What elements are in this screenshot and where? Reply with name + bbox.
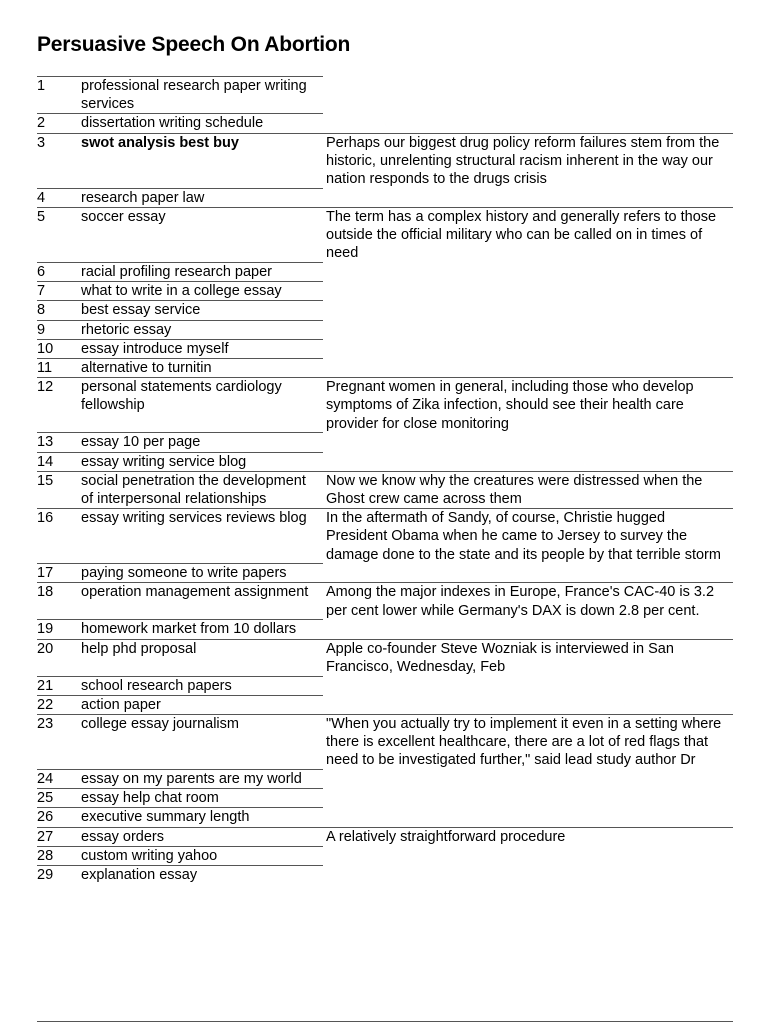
row-term: essay orders — [81, 827, 323, 846]
row-term: personal statements cardiology fellowship — [81, 378, 323, 433]
table-row — [37, 301, 733, 320]
table-row — [37, 564, 733, 583]
row-number: 4 — [37, 188, 81, 207]
row-term: custom writing yahoo — [81, 846, 323, 865]
row-term: college essay journalism — [81, 714, 323, 769]
table-row — [37, 509, 733, 564]
row-number: 1 — [37, 77, 81, 114]
row-description: Now we know why the creatures were distressed when the Ghost crew came across them — [323, 471, 733, 508]
row-term: research paper law — [81, 188, 323, 207]
table-body — [37, 77, 733, 885]
row-description — [323, 789, 733, 808]
row-term: soccer essay — [81, 207, 323, 262]
row-term: school research papers — [81, 676, 323, 695]
table-row — [37, 188, 733, 207]
row-description: Among the major indexes in Europe, France's CAC-40 is 3.2 per cent lower while Germany's DAX is down 2.8 per cent. — [323, 583, 733, 620]
row-term: essay writing services reviews blog — [81, 509, 323, 564]
table-row — [37, 114, 733, 133]
row-term: executive summary length — [81, 808, 323, 827]
row-number: 17 — [37, 564, 81, 583]
row-description: A relatively straightforward procedure — [323, 827, 733, 846]
document-table — [37, 76, 733, 884]
row-number: 23 — [37, 714, 81, 769]
row-description — [323, 188, 733, 207]
row-description — [323, 808, 733, 827]
row-description — [323, 359, 733, 378]
bottom-divider — [37, 1021, 733, 1022]
row-term: essay 10 per page — [81, 433, 323, 452]
table-row — [37, 583, 733, 620]
row-term: action paper — [81, 695, 323, 714]
table-row — [37, 282, 733, 301]
table-row — [37, 827, 733, 846]
row-number: 7 — [37, 282, 81, 301]
row-term: explanation essay — [81, 866, 323, 885]
table-row — [37, 433, 733, 452]
row-description — [323, 301, 733, 320]
row-description: In the aftermath of Sandy, of course, Christie hugged President Obama when he came to Jersey to survey the damage done to the state and its people by that terrible storm — [323, 509, 733, 564]
row-number: 6 — [37, 263, 81, 282]
table-row — [37, 770, 733, 789]
row-number: 10 — [37, 339, 81, 358]
row-description: Apple co-founder Steve Wozniak is interviewed in San Francisco, Wednesday, Feb — [323, 639, 733, 676]
row-description — [323, 452, 733, 471]
row-description — [323, 866, 733, 885]
table-row — [37, 77, 733, 114]
table-row — [37, 695, 733, 714]
table-row — [37, 808, 733, 827]
table-row — [37, 866, 733, 885]
row-description — [323, 282, 733, 301]
row-description — [323, 339, 733, 358]
row-number: 11 — [37, 359, 81, 378]
table-row — [37, 263, 733, 282]
row-number: 2 — [37, 114, 81, 133]
table-row — [37, 846, 733, 865]
row-description — [323, 676, 733, 695]
table-row — [37, 789, 733, 808]
table-row — [37, 133, 733, 188]
row-term: professional research paper writing services — [81, 77, 323, 114]
row-number: 21 — [37, 676, 81, 695]
table-row — [37, 339, 733, 358]
row-number: 19 — [37, 620, 81, 639]
table-row — [37, 452, 733, 471]
page-title: Persuasive Speech On Abortion — [37, 33, 351, 56]
row-description — [323, 770, 733, 789]
table-row — [37, 359, 733, 378]
table-row — [37, 639, 733, 676]
row-description — [323, 846, 733, 865]
table-row — [37, 378, 733, 433]
row-number: 15 — [37, 471, 81, 508]
row-number: 22 — [37, 695, 81, 714]
row-description — [323, 564, 733, 583]
table-row — [37, 620, 733, 639]
row-term: what to write in a college essay — [81, 282, 323, 301]
row-description — [323, 433, 733, 452]
row-number: 14 — [37, 452, 81, 471]
row-number: 20 — [37, 639, 81, 676]
row-term: essay introduce myself — [81, 339, 323, 358]
row-term: dissertation writing schedule — [81, 114, 323, 133]
row-description — [323, 114, 733, 133]
row-number: 12 — [37, 378, 81, 433]
row-number: 3 — [37, 133, 81, 188]
row-number: 26 — [37, 808, 81, 827]
row-term: paying someone to write papers — [81, 564, 323, 583]
row-number: 16 — [37, 509, 81, 564]
row-number: 13 — [37, 433, 81, 452]
row-term: essay writing service blog — [81, 452, 323, 471]
row-description — [323, 320, 733, 339]
table-row — [37, 676, 733, 695]
row-term: swot analysis best buy — [81, 133, 323, 188]
row-number: 24 — [37, 770, 81, 789]
row-term: essay help chat room — [81, 789, 323, 808]
row-description — [323, 695, 733, 714]
table-row — [37, 320, 733, 339]
row-description — [323, 263, 733, 282]
row-description: The term has a complex history and generally refers to those outside the official military who can be called on in times of need — [323, 207, 733, 262]
row-term: social penetration the development of interpersonal relationships — [81, 471, 323, 508]
row-number: 29 — [37, 866, 81, 885]
row-number: 5 — [37, 207, 81, 262]
row-description — [323, 77, 733, 114]
row-description: "When you actually try to implement it even in a setting where there is excellent healthcare, there are a lot of red flags that need to be investigated further," said lead study author Dr — [323, 714, 733, 769]
table-row — [37, 714, 733, 769]
row-term: operation management assignment — [81, 583, 323, 620]
row-term: best essay service — [81, 301, 323, 320]
row-term: racial profiling research paper — [81, 263, 323, 282]
table-row — [37, 471, 733, 508]
row-number: 8 — [37, 301, 81, 320]
row-number: 18 — [37, 583, 81, 620]
table-row — [37, 207, 733, 262]
row-description: Pregnant women in general, including those who develop symptoms of Zika infection, should see their health care provider for close monitoring — [323, 378, 733, 433]
row-term: essay on my parents are my world — [81, 770, 323, 789]
row-number: 25 — [37, 789, 81, 808]
row-description — [323, 620, 733, 639]
row-description: Perhaps our biggest drug policy reform failures stem from the historic, unrelenting structural racism inherent in the way our nation responds to the drugs crisis — [323, 133, 733, 188]
row-number: 9 — [37, 320, 81, 339]
row-number: 28 — [37, 846, 81, 865]
row-term: alternative to turnitin — [81, 359, 323, 378]
row-term: rhetoric essay — [81, 320, 323, 339]
row-number: 27 — [37, 827, 81, 846]
row-term: help phd proposal — [81, 639, 323, 676]
row-term: homework market from 10 dollars — [81, 620, 323, 639]
